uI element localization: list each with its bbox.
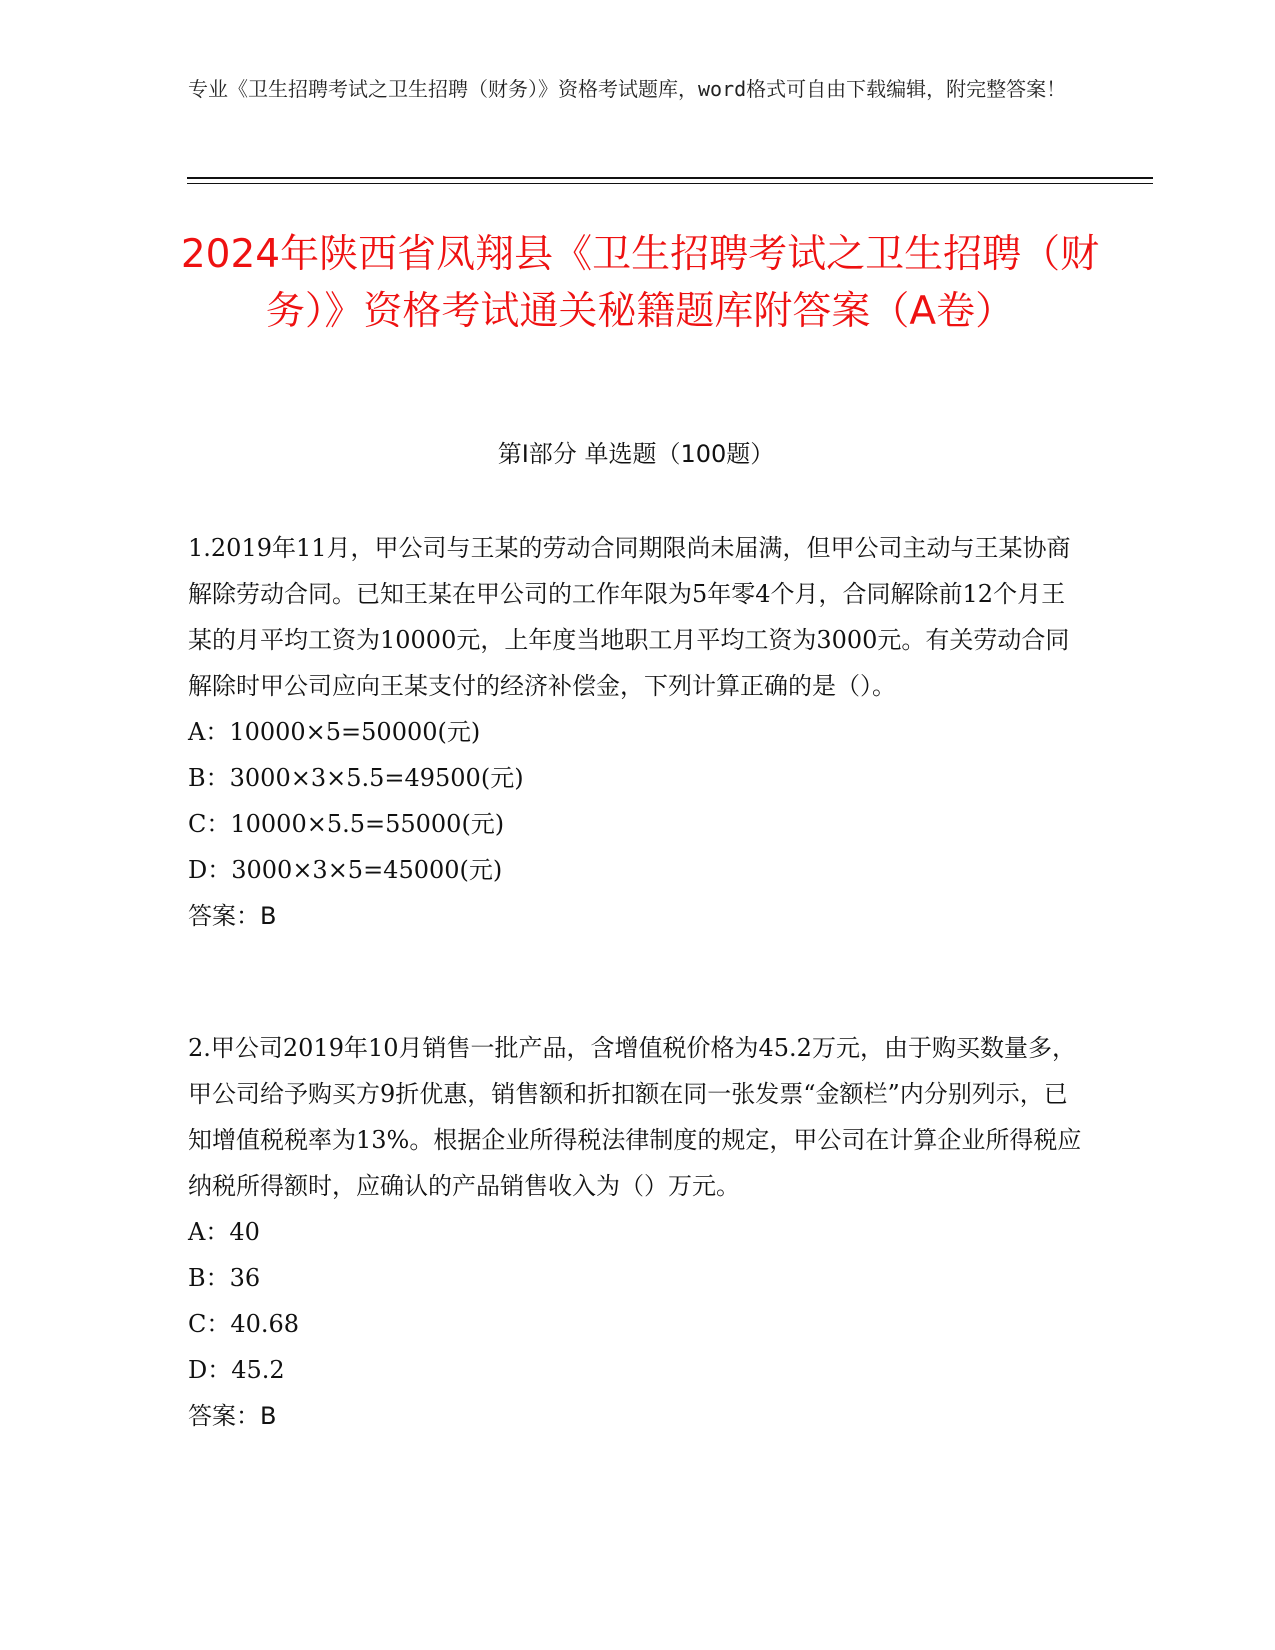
question-stem: 2.甲公司2019年10月销售一批产品，含增值税价格为45.2万元，由于购买数量多，甲公司给予购买方9折优惠，销售额和折扣额在同一张发票“金额栏”内分别列示，已知增值税税率为13%。根据企业所得税法律制度的规定，甲公司在计算企业所得税应纳税所得额时，应确认的产品销售收入为（）万元。	[188, 1034, 1082, 1200]
option-c: C：10000×5.5=55000(元)	[188, 810, 505, 838]
question-2	[188, 1025, 1088, 1439]
option-d: D：45.2	[188, 1356, 285, 1384]
header-divider-thick	[187, 177, 1153, 179]
document-title: 2024年陕西省凤翔县《卫生招聘考试之卫生招聘（财务）》资格考试通关秘籍题库附答案（A卷）	[180, 232, 1100, 334]
section-title: 第I部分 单选题（100题）	[497, 440, 775, 468]
question-1	[188, 525, 1088, 939]
option-b: B：36	[188, 1264, 261, 1292]
header-note: 专业《卫生招聘考试之卫生招聘（财务）》资格考试题库，word格式可自由下载编辑，附完整答案！	[188, 77, 1067, 101]
option-d: D：3000×3×5=45000(元)	[188, 856, 503, 884]
option-b: B：3000×3×5.5=49500(元)	[188, 764, 524, 792]
option-a: A：10000×5=50000(元)	[188, 718, 481, 746]
answer: 答案：B	[188, 902, 277, 930]
header-divider-thin	[187, 183, 1153, 184]
option-c: C：40.68	[188, 1310, 300, 1338]
question-stem: 1.2019年11月，甲公司与王某的劳动合同期限尚未届满，但甲公司主动与王某协商解除劳动合同。已知王某在甲公司的工作年限为5年零4个月，合同解除前12个月王某的月平均工资为10000元，上年度当地职工月平均工资为3000元。有关劳动合同解除时甲公司应向王某支付的经济补偿金，下列计算正确的是（）。	[188, 534, 1071, 700]
option-a: A：40	[188, 1218, 260, 1246]
answer: 答案：B	[188, 1402, 277, 1430]
